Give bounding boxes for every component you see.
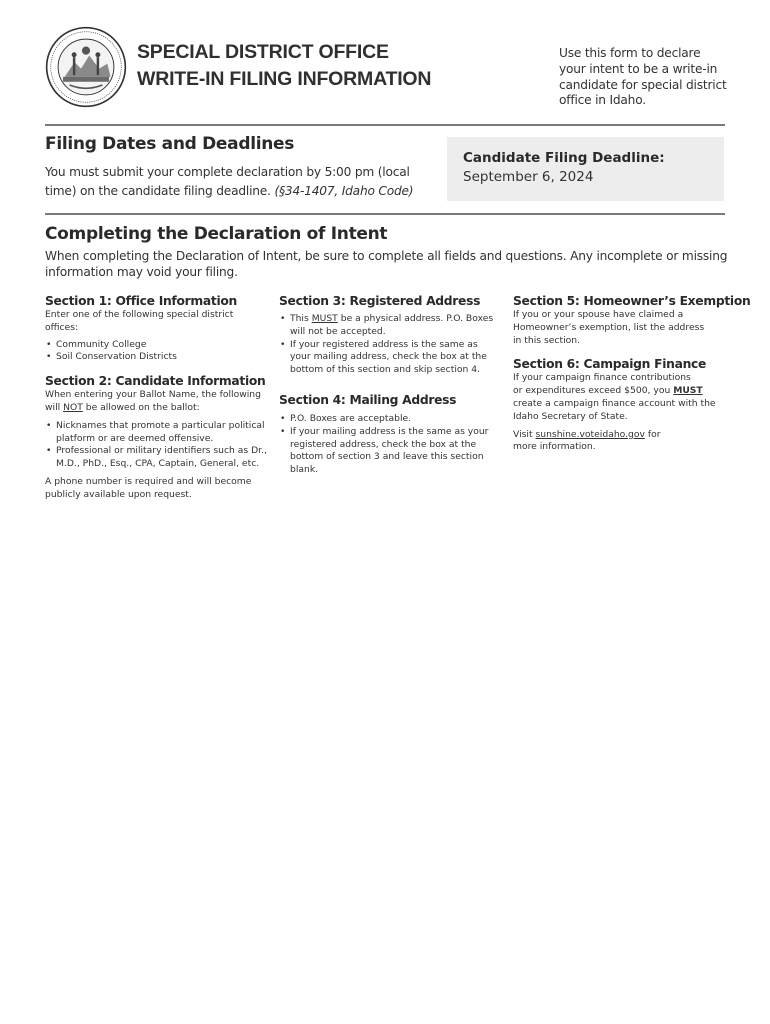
list-item [45,339,260,352]
deadline-label: Candidate Filing Deadline: [463,150,665,166]
section-2-line-2-pre: will [45,401,64,413]
completing-line-2: information may void your filing. [45,265,238,279]
must-emphasis: MUST [311,313,338,324]
visit-line-1 [513,429,728,442]
section-1-line-2: offices: [45,321,79,333]
divider-top [45,124,725,126]
section-6-line-2-pre: or expenditures exceed $500, you [513,385,674,397]
section-6-heading: Section 6: Campaign Finance [513,357,707,372]
intro-line-4: office in Idaho. [559,93,646,108]
section-2-phone-note [45,476,260,502]
section-5-heading: Section 5: Homeowner’s Exemption [513,294,751,308]
filing-citation: (§34-1407, Idaho Code) [274,184,414,198]
intro-line-3: candidate for special district [559,77,727,92]
section-2-heading: Section 2: Candidate Information [45,374,266,389]
list-item [279,313,494,339]
not-emphasis: NOT [63,401,83,413]
completing-line-1: When completing the Declaration of Intent, be sure to complete all fields and questions. Any incomplete or missing [45,249,728,263]
section-6-visit-text [513,429,728,455]
sunshine-link[interactable]: sunshine.voteidaho.gov [535,428,645,440]
must-emphasis: MUST [673,385,703,397]
section-1-text [45,309,260,335]
column-2 [279,293,494,477]
list-item [279,339,489,377]
list-item-text: registered address, check the box at the [290,438,477,450]
section-2-text [45,389,260,415]
filing-dates-heading: Filing Dates and Deadlines [45,134,295,154]
intro-line-1: Use this form to declare [559,46,701,60]
visit-post: for [644,428,661,440]
intro-text [559,46,729,109]
column-1 [45,293,267,502]
section-5-line-3: in this section. [513,334,580,346]
list-item [45,419,265,446]
list-item [45,351,260,364]
list-item [45,445,267,471]
section-5-line-1: If you or your spouse have claimed a [513,309,684,320]
filing-line-2 [45,182,440,201]
list-item-text: • Professional or military identifiers such as Dr., [56,445,267,457]
section-5-line-2: Homeowner’s exemption, list the address [513,321,705,333]
page-title [137,39,431,93]
section-3-heading: Section 3: Registered Address [279,294,481,308]
list-item-text: • Soil Conservation Districts [56,351,177,363]
list-item-text [290,313,494,326]
idaho-state-seal-icon [45,26,127,108]
list-item-text: • P.O. Boxes are acceptable. [290,412,412,424]
divider-middle [45,213,725,215]
section-5-text [513,309,728,347]
section-2-line-2-post: be allowed on the ballot: [82,401,200,413]
list-item-text: • If your mailing address is the same as your [290,425,489,437]
deadline-date: September 6, 2024 [463,169,594,185]
list-item [279,426,489,477]
title-line-1: SPECIAL DISTRICT OFFICE [137,41,389,63]
filing-dates-text [45,163,440,201]
visit-line-2: more information. [513,441,596,453]
list-item-text: blank. [290,464,319,476]
list-item-text: your mailing address, check the box at the [290,351,487,363]
list-item-text: M.D., PhD., Esq., CPA, Captain, General, etc. [56,458,260,470]
filing-line-2-text: time) on the candidate filing deadline. [45,184,275,198]
b1-pre: This [290,313,312,324]
phone-note-line-1: A phone number is required and will become [45,475,252,487]
visit-pre: Visit [513,428,536,440]
list-item-text: platform or are deemed offensive. [56,432,214,444]
list-item-text: bottom of this section and skip section 4. [290,364,481,376]
completing-text [45,248,728,280]
section-2-list [45,419,267,471]
filing-line-1: You must submit your complete declaration by 5:00 pm (local [45,165,410,179]
section-3-list [279,313,494,377]
column-3 [513,293,751,454]
completing-heading: Completing the Declaration of Intent [45,224,388,244]
section-2-line-1: When entering your Ballot Name, the following [45,389,261,401]
list-item-text: • Nicknames that promote a particular political [56,419,265,431]
list-item-text: bottom of section 3 and leave this section [290,451,484,463]
section-4-heading: Section 4: Mailing Address [279,392,457,407]
section-6-line-3: create a campaign finance account with the [513,397,716,409]
section-6-line-2 [513,385,728,398]
section-1-list [45,339,260,365]
section-6-line-4: Idaho Secretary of State. [513,410,628,422]
section-4-list [279,413,489,477]
list-item-text: • Community College [56,338,147,350]
section-6-text [513,372,728,423]
section-2-line-2 [45,402,260,415]
list-item-text: • If your registered address is the same as [290,338,478,350]
deadline-box [447,137,724,201]
b1-post: be a physical address. P.O. Boxes [337,313,494,324]
intro-line-2: your intent to be a write-in [559,61,718,76]
section-6-line-1: If your campaign finance contributions [513,372,691,384]
phone-note-line-2: publicly available upon request. [45,488,192,500]
list-item-text: will not be accepted. [290,325,386,337]
section-1-heading: Section 1: Office Information [45,294,237,308]
list-item [279,413,489,426]
section-1-line-1: Enter one of the following special district [45,309,234,320]
title-line-2: WRITE-IN FILING INFORMATION [137,68,432,90]
